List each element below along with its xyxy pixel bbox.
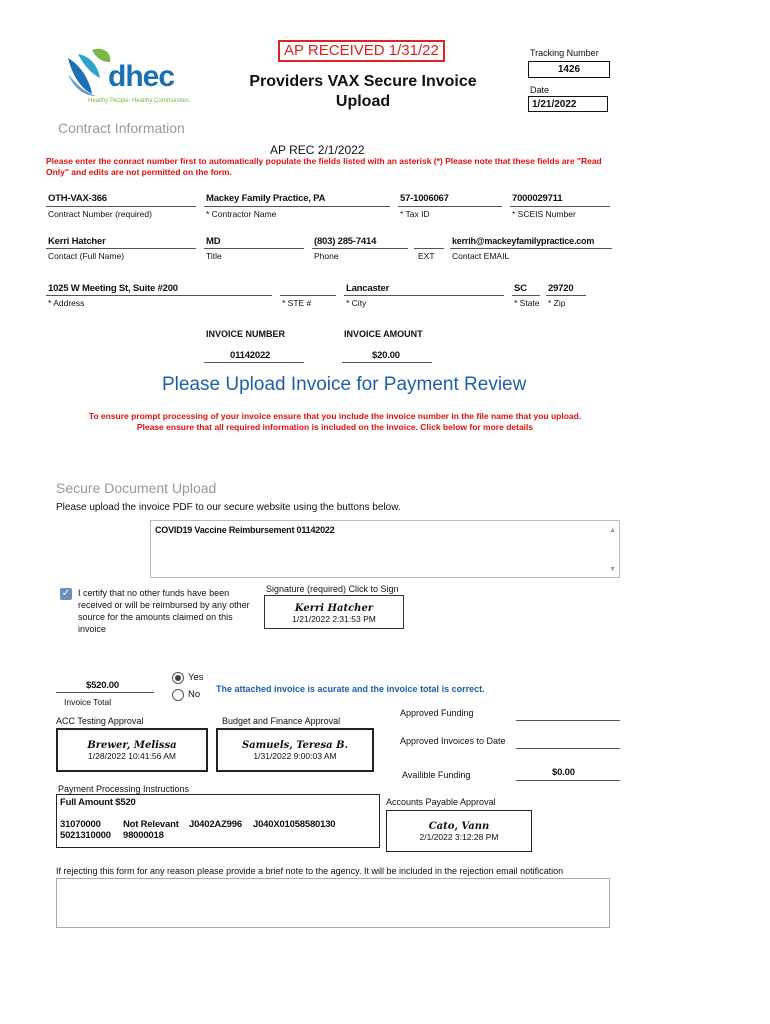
contract-info-heading: Contract Information — [58, 120, 185, 136]
contact-name-field[interactable]: Kerri Hatcher — [48, 236, 106, 247]
signature-label: Signature (required) Click to Sign — [266, 584, 399, 594]
logo-text: dhec — [108, 60, 175, 93]
invoice-amount-field[interactable]: $20.00 — [372, 350, 400, 361]
city-label: * City — [346, 298, 367, 308]
upload-heading: Please Upload Invoice for Payment Review — [162, 374, 527, 395]
budget-approval-name: Samuels, Teresa B. — [241, 740, 349, 751]
payment-code-3: J0402AZ996 — [189, 819, 242, 830]
certify-checkbox[interactable]: ✓ — [61, 588, 71, 599]
title-field[interactable]: MD — [206, 236, 221, 247]
tracking-number-field[interactable]: 1426 — [528, 61, 610, 78]
contact-email-label: Contact EMAIL — [452, 251, 510, 261]
upload-prompt-line2: Please ensure that all required information is included on the invoice. Click below for more details — [136, 422, 534, 432]
ste-label: * STE # — [282, 298, 312, 308]
acc-approval-label: ACC Testing Approval — [56, 716, 144, 726]
no-label: No — [188, 689, 201, 700]
acc-approval-name: Brewer, Melissa — [87, 740, 177, 751]
payment-code-4: J040X01058580130 — [253, 819, 336, 830]
zip-field[interactable]: 29720 — [548, 283, 574, 294]
date-label: Date — [530, 85, 550, 95]
payment-code-2: Not Relevant — [123, 819, 179, 830]
scroll-down-icon[interactable]: ▼ — [609, 566, 616, 573]
scroll-up-icon[interactable]: ▲ — [609, 527, 616, 534]
upload-prompt — [40, 411, 630, 433]
zip-label: * Zip — [548, 298, 566, 308]
ext-label: EXT — [418, 251, 435, 261]
signature-field[interactable] — [264, 595, 404, 629]
contract-number-label: Contract Number (required) — [48, 209, 152, 219]
ap-received-stamp: AP RECEIVED 1/31/22 — [278, 40, 445, 62]
tax-id-field[interactable]: 57-1006067 — [400, 193, 449, 204]
ap-approval-name: Cato, Vann — [428, 821, 490, 832]
contact-name-label: Contact (Full Name) — [48, 251, 125, 261]
phone-field[interactable]: (803) 285-7414 — [314, 236, 377, 247]
approved-invoices-label: Approved Invoices to Date — [400, 736, 506, 746]
invoice-number-field[interactable]: 01142022 — [230, 350, 271, 361]
contact-email-field[interactable]: kerrih@mackeyfamilypractice.com — [452, 236, 595, 246]
phone-label: Phone — [314, 251, 339, 261]
form-title-line2: Upload — [335, 93, 391, 110]
ap-approval-date: 2/1/2022 3:12:28 PM — [419, 832, 499, 842]
invoice-total-field[interactable]: $520.00 — [86, 680, 119, 691]
budget-approval-date: 1/31/2022 9:00:03 AM — [253, 751, 337, 761]
payment-instructions-label: Payment Processing Instructions — [58, 784, 190, 794]
form-title-line1: Providers VAX Secure Invoice — [249, 73, 477, 90]
certify-text: I certify that no other funds have been received or will be reimbursed by any other source for the amounts claimed on this invoice — [78, 588, 250, 634]
acc-approval-date: 1/28/2022 10:41:56 AM — [88, 751, 176, 761]
date-field[interactable]: 1/21/2022 — [528, 96, 608, 112]
invoice-number-label: INVOICE NUMBER — [206, 329, 286, 339]
sceis-number-label: * SCEIS Number — [512, 209, 576, 219]
acc-approval-field[interactable] — [56, 728, 208, 772]
payment-code-1: 31070000 — [60, 819, 101, 830]
upload-file-list[interactable] — [150, 520, 620, 578]
tax-id-label: * Tax ID — [400, 209, 430, 219]
state-field[interactable]: SC — [514, 283, 527, 294]
yes-radio[interactable] — [172, 672, 184, 684]
approved-invoices-field[interactable] — [516, 748, 620, 749]
state-label: * State — [514, 298, 540, 308]
city-field[interactable]: Lancaster — [346, 283, 390, 294]
address-label: * Address — [48, 298, 85, 308]
reject-note-field[interactable] — [56, 878, 610, 928]
address-field[interactable]: 1025 W Meeting St, Suite #200 — [48, 283, 178, 294]
ap-approval-field[interactable] — [386, 810, 532, 852]
yes-label: Yes — [188, 672, 204, 683]
approved-funding-label: Approved Funding — [400, 708, 474, 718]
reject-instruction: If rejecting this form for any reason please provide a brief note to the agency. It will be included in the rejection email notification — [56, 866, 564, 876]
contractor-name-field[interactable]: Mackey Family Practice, PA — [206, 193, 326, 204]
payment-line1: Full Amount $520 — [60, 797, 136, 808]
tracking-number-label: Tracking Number — [530, 48, 599, 58]
ap-rec-note: AP REC 2/1/2022 — [270, 143, 365, 157]
title-label: Title — [206, 251, 222, 261]
invoice-total-label: Invoice Total — [64, 697, 112, 707]
upload-instruction: Please upload the invoice PDF to our secure website using the buttons below. — [56, 502, 401, 513]
budget-approval-field[interactable] — [216, 728, 374, 772]
dhec-logo — [62, 44, 202, 108]
available-funding-field[interactable]: $0.00 — [552, 767, 575, 778]
payment-code-6: 98000018 — [123, 830, 164, 841]
contract-number-field[interactable]: OTH-VAX-366 — [48, 193, 107, 204]
budget-approval-label: Budget and Finance Approval — [222, 716, 341, 726]
sceis-number-field[interactable]: 7000029711 — [512, 193, 563, 204]
invoice-amount-label: INVOICE AMOUNT — [344, 329, 423, 339]
form-title — [228, 72, 498, 112]
available-funding-label: Availible Funding — [402, 770, 471, 780]
signature-date: 1/21/2022 2:31:53 PM — [292, 614, 376, 624]
payment-code-5: 5021310000 — [60, 830, 111, 841]
signature-name: Kerri Hatcher — [294, 603, 374, 614]
no-radio[interactable] — [172, 689, 184, 701]
upload-file-entry[interactable]: COVID19 Vaccine Reimbursement 01142022 — [155, 525, 335, 535]
ap-approval-label: Accounts Payable Approval — [386, 797, 496, 807]
payment-instructions-field[interactable] — [56, 794, 380, 848]
contract-notice: Please enter the conract number first to automatically populate the fields listed with an asterisk (*) Please note that these fields are "Read Only" and edits are not permitted on the form. — [46, 156, 602, 177]
accurate-statement: The attached invoice is acurate and the invoice total is correct. — [216, 684, 485, 694]
upload-prompt-line1: To ensure prompt processing of your invoice ensure that you include the invoice number in the file name that you upload. — [88, 411, 582, 421]
contractor-name-label: * Contractor Name — [206, 209, 277, 219]
logo-tagline: Healthy People. Healthy Communities. — [88, 98, 191, 104]
approved-funding-field[interactable] — [516, 720, 620, 721]
secure-upload-heading: Secure Document Upload — [56, 480, 217, 496]
